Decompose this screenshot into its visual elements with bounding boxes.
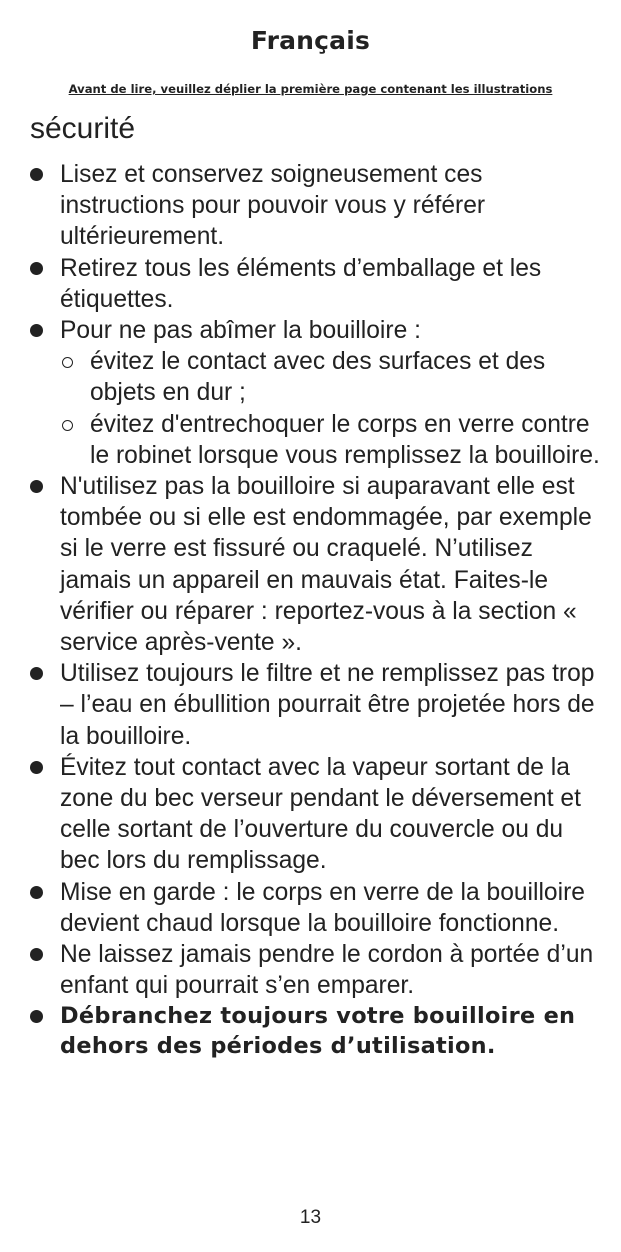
- bullet-icon: [30, 761, 43, 774]
- list-item: [30, 253, 600, 315]
- list-item-text: Mise en garde : le corps en verre de la bouilloire devient chaud lorsque la bouilloire fonctionne.: [60, 878, 585, 937]
- list-item-text: Débranchez toujours votre bouilloire en dehors des périodes d’utilisation.: [60, 1003, 576, 1060]
- hollow-bullet-icon: [62, 357, 73, 368]
- list-item-text: Utilisez toujours le filtre et ne remplissez pas trop – l’eau en ébullition pourrait être projetée hors de la bouilloire.: [60, 660, 595, 750]
- page-number: 13: [299, 1207, 322, 1228]
- section-heading: sécurité: [30, 112, 136, 145]
- bullet-icon: [30, 480, 43, 493]
- bullet-icon: [30, 262, 43, 275]
- bullet-icon: [30, 1010, 43, 1023]
- bullet-icon: [30, 324, 43, 337]
- list-item-text: N'utilisez pas la bouilloire si auparavant elle est tombée ou si elle est endommagée, par exemple si le verre est fissuré ou craquelé. N’utilisez jamais un appareil en mauvais état. Faites-le vérifier ou réparer : reportez-vous à la section « service après-vente ».: [60, 473, 592, 657]
- sub-list-item-text: évitez d'entrechoquer le corps en verre contre le robinet lorsque vous remplissez la bouilloire.: [90, 410, 600, 469]
- list-item-text: Lisez et conservez soigneusement ces instructions pour pouvoir vous y référer ultérieurement.: [60, 161, 486, 251]
- bullet-icon: [30, 168, 43, 181]
- bullet-icon: [30, 886, 43, 899]
- list-item: [30, 471, 600, 658]
- sub-list-item: [60, 409, 600, 471]
- bullet-icon: [30, 667, 43, 680]
- page-title: Français: [250, 26, 371, 55]
- list-item: [30, 752, 600, 877]
- list-item-text: Évitez tout contact avec la vapeur sortant de la zone du bec verseur pendant le déversement et celle sortant de l’ouverture du couvercle ou du bec lors du remplissage.: [60, 753, 581, 875]
- safety-list: [30, 159, 600, 1061]
- list-item-text: Retirez tous les éléments d’emballage et les étiquettes.: [60, 254, 542, 313]
- list-item: [30, 315, 600, 471]
- sub-list-item-text: évitez le contact avec des surfaces et des objets en dur ;: [90, 348, 546, 407]
- list-item: [30, 877, 600, 939]
- sub-list-item: [60, 346, 600, 408]
- list-item-text: Ne laissez jamais pendre le cordon à portée d’un enfant qui pourrait s’en emparer.: [60, 941, 594, 1000]
- fold-out-notice: Avant de lire, veuillez déplier la première page contenant les illustrations: [68, 82, 553, 96]
- list-item: [30, 159, 600, 253]
- bullet-icon: [30, 948, 43, 961]
- list-item: [30, 658, 600, 752]
- hollow-bullet-icon: [62, 420, 73, 431]
- list-item: [30, 939, 600, 1001]
- list-item-warning: [30, 1001, 600, 1061]
- list-item-text: Pour ne pas abîmer la bouilloire :: [60, 317, 421, 345]
- sub-list: [60, 346, 600, 471]
